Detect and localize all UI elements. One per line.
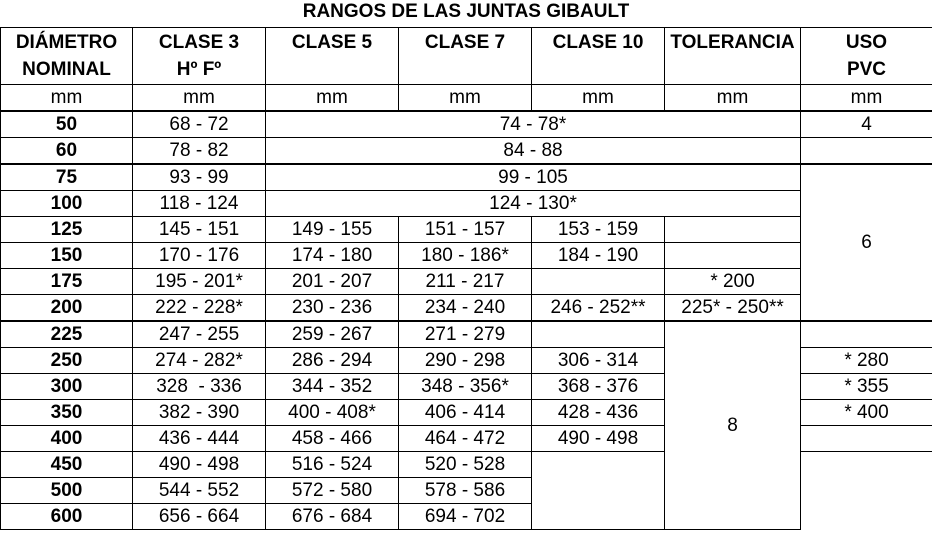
header-dn-line2: NOMINAL (22, 59, 111, 80)
cell-c5: 286 - 294 (266, 348, 399, 374)
cell-dn: 250 (1, 348, 133, 374)
cell-c7: 520 - 528 (399, 452, 532, 478)
cell-c3: 78 - 82 (133, 138, 266, 165)
cell-dn: 225 (1, 321, 133, 348)
cell-c10 (532, 269, 665, 295)
cell-c3: 382 - 390 (133, 400, 266, 426)
cell-c10: 246 - 252** (532, 295, 665, 322)
cell-c7: 578 - 586 (399, 478, 532, 504)
header-clase-7: CLASE 7 (399, 28, 532, 85)
header-dn-line1: DIÁMETRO (15, 32, 118, 53)
table-title: RANGOS DE LAS JUNTAS GIBAULT (302, 1, 630, 22)
cell-c3: 274 - 282* (133, 348, 266, 374)
cell-tol: 4 (801, 111, 932, 138)
cell-c7: 406 - 414 (399, 400, 532, 426)
cell-dn: 200 (1, 295, 133, 322)
cell-c7: 348 - 356* (399, 374, 532, 400)
table-row (1, 217, 932, 243)
header-c3-line1: CLASE 3 (158, 32, 240, 53)
cell-tol: 6 (801, 164, 932, 321)
cell-dn: 60 (1, 138, 133, 165)
cell-dn: 50 (1, 111, 133, 138)
cell-c10 (532, 452, 665, 530)
header-clase-5: CLASE 5 (266, 28, 399, 85)
cell-pvc: * 280 (801, 348, 932, 374)
header-uso-pvc (801, 28, 932, 85)
cell-c7: 211 - 217 (399, 269, 532, 295)
cell-c7: 234 - 240 (399, 295, 532, 322)
cell-c10: 368 - 376 (532, 374, 665, 400)
cell-dn: 300 (1, 374, 133, 400)
cell-dn: 150 (1, 243, 133, 269)
cell-c5: 149 - 155 (266, 217, 399, 243)
cell-merged-c5-c10: 84 - 88 (266, 138, 801, 165)
cell-dn: 175 (1, 269, 133, 295)
header-diametro-nominal (1, 28, 133, 85)
cell-c5: 201 - 207 (266, 269, 399, 295)
cell-c7: 290 - 298 (399, 348, 532, 374)
cell-c5: 174 - 180 (266, 243, 399, 269)
cell-dn: 450 (1, 452, 133, 478)
cell-c5: 516 - 524 (266, 452, 399, 478)
cell-dn: 75 (1, 164, 133, 191)
cell-c10 (532, 321, 665, 348)
cell-c7: 271 - 279 (399, 321, 532, 348)
cell-c3: 145 - 151 (133, 217, 266, 243)
cell-c3: 436 - 444 (133, 426, 266, 452)
cell-pvc: 225* - 250** (665, 295, 801, 322)
cell-merged-c5-c10: 99 - 105 (266, 164, 801, 191)
unit-c7: mm (399, 85, 532, 112)
cell-dn: 600 (1, 504, 133, 530)
table-row (1, 243, 932, 269)
cell-c5: 259 - 267 (266, 321, 399, 348)
cell-c3: 328 - 336 (133, 374, 266, 400)
unit-c10: mm (532, 85, 665, 112)
units-row (1, 85, 932, 112)
cell-dn: 350 (1, 400, 133, 426)
cell-c5: 458 - 466 (266, 426, 399, 452)
header-row (1, 28, 932, 85)
header-tolerancia: TOLERANCIA (665, 28, 801, 85)
cell-c5: 344 - 352 (266, 374, 399, 400)
unit-c5: mm (266, 85, 399, 112)
table-row (1, 191, 932, 217)
cell-pvc: * 355 (801, 374, 932, 400)
cell-c3: 222 - 228* (133, 295, 266, 322)
unit-c3: mm (133, 85, 266, 112)
header-pvc-line1: USO (845, 32, 888, 53)
cell-c7: 151 - 157 (399, 217, 532, 243)
cell-c5: 572 - 580 (266, 478, 399, 504)
cell-c3: 544 - 552 (133, 478, 266, 504)
unit-pvc: mm (801, 85, 932, 112)
cell-pvc (801, 452, 932, 530)
cell-c3: 170 - 176 (133, 243, 266, 269)
cell-tol (801, 138, 932, 165)
header-pvc-line2: PVC (846, 59, 887, 80)
cell-c10: 184 - 190 (532, 243, 665, 269)
table-row (1, 111, 932, 138)
cell-dn: 400 (1, 426, 133, 452)
cell-c7: 180 - 186* (399, 243, 532, 269)
cell-dn: 125 (1, 217, 133, 243)
cell-pvc: * 200 (665, 269, 801, 295)
table-row (1, 269, 932, 295)
cell-dn: 100 (1, 191, 133, 217)
header-clase-10: CLASE 10 (532, 28, 665, 85)
cell-c3: 93 - 99 (133, 164, 266, 191)
cell-pvc: * 400 (801, 400, 932, 426)
cell-merged-c5-c10: 74 - 78* (266, 111, 801, 138)
cell-c3: 118 - 124 (133, 191, 266, 217)
table-row (1, 295, 932, 322)
gibault-joints-table (0, 27, 932, 530)
cell-c5: 400 - 408* (266, 400, 399, 426)
cell-pvc (665, 243, 801, 269)
table-row (1, 138, 932, 165)
cell-c5: 676 - 684 (266, 504, 399, 530)
cell-c3: 195 - 201* (133, 269, 266, 295)
cell-merged-c5-c10: 124 - 130* (266, 191, 801, 217)
table-row (1, 321, 932, 348)
cell-c3: 68 - 72 (133, 111, 266, 138)
cell-c7: 694 - 702 (399, 504, 532, 530)
table-row (1, 164, 932, 191)
cell-c3: 656 - 664 (133, 504, 266, 530)
cell-c3: 247 - 255 (133, 321, 266, 348)
cell-c5: 230 - 236 (266, 295, 399, 322)
header-clase-3 (133, 28, 266, 85)
header-c3-line2: Hº Fº (176, 59, 222, 80)
cell-c10: 428 - 436 (532, 400, 665, 426)
unit-dn: mm (1, 85, 133, 112)
cell-pvc (801, 426, 932, 452)
cell-tol: 8 (665, 321, 801, 530)
unit-tol: mm (665, 85, 801, 112)
cell-dn: 500 (1, 478, 133, 504)
cell-c10: 153 - 159 (532, 217, 665, 243)
cell-c10: 306 - 314 (532, 348, 665, 374)
cell-c7: 464 - 472 (399, 426, 532, 452)
cell-c10: 490 - 498 (532, 426, 665, 452)
cell-pvc (801, 321, 932, 348)
cell-pvc (665, 217, 801, 243)
cell-c3: 490 - 498 (133, 452, 266, 478)
